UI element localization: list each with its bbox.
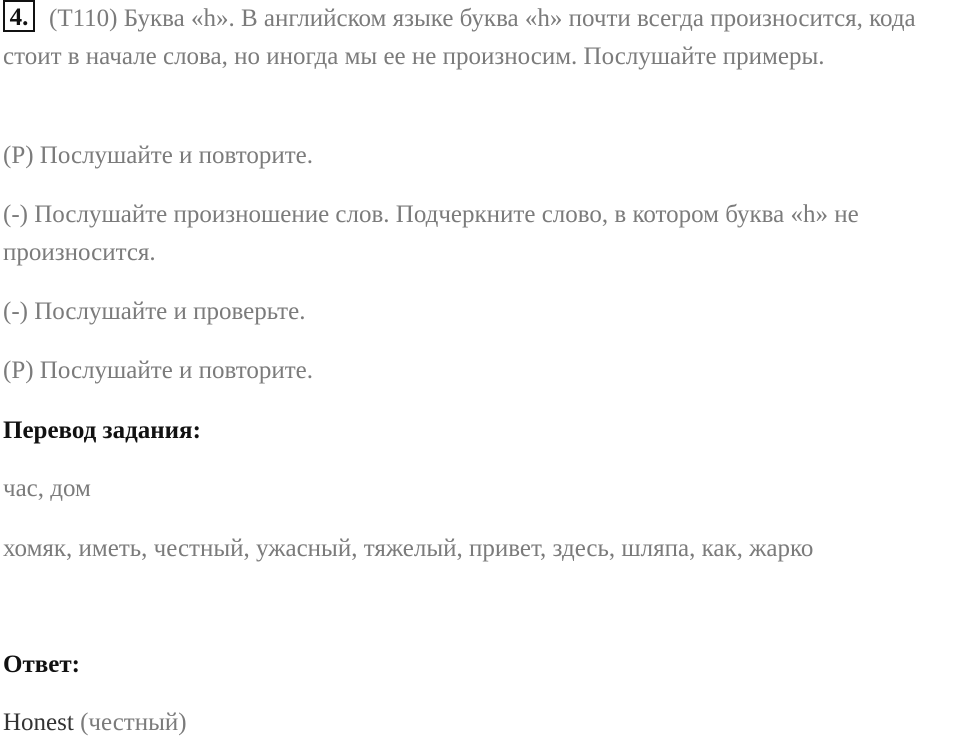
answer-line bbox=[3, 704, 952, 742]
answer-heading: Ответ: bbox=[3, 651, 80, 678]
step-listen-check: (-) Послушайте и проверьте. bbox=[3, 298, 306, 325]
translation-line-2: хомяк, иметь, честный, ужасный, тяжелый, привет, здесь, шляпа, как, жарко bbox=[3, 535, 814, 562]
step-listen-repeat-2: (P) Послушайте и повторите. bbox=[3, 357, 313, 384]
step-listen-repeat-1: (P) Послушайте и повторите. bbox=[3, 142, 313, 169]
answer-word: Honest bbox=[3, 709, 74, 736]
translation-heading: Перевод задания: bbox=[3, 417, 201, 444]
translation-line-1: час, дом bbox=[3, 475, 91, 502]
step-listen-underline: (-) Послушайте произношение слов. Подчеркните слово, в котором буква «h» не произносится. bbox=[3, 201, 859, 266]
task-number-badge: 4. bbox=[3, 0, 35, 32]
task-intro-paragraph bbox=[3, 0, 952, 76]
answer-translation: (честный) bbox=[73, 709, 187, 736]
task-intro-text: (T110) Буква «h». В английском языке буква «h» почти всегда произносится, кода стоит в начале слова, но иногда мы ее не произносим. Послушайте примеры. bbox=[3, 5, 916, 70]
